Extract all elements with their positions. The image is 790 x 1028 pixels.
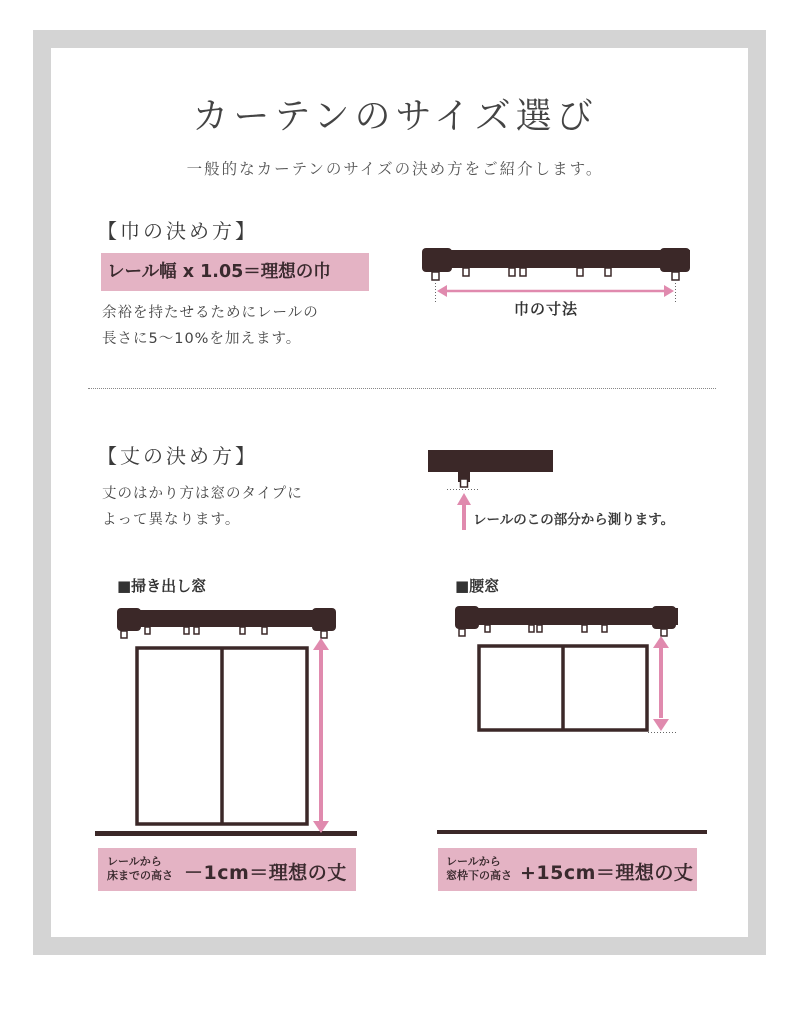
window-type-2-title: ■腰窓 [455, 577, 500, 595]
formula-note-line-1: レールから [446, 855, 501, 868]
length-measure-arrow [313, 638, 329, 833]
measure-point-note: レールのこの部分から測ります。 [473, 512, 675, 528]
curtain-rail-icon [117, 608, 336, 638]
floor-window-diagram [90, 600, 360, 842]
formula-note-line-2: 窓枠下の高さ [446, 869, 512, 882]
sliding-window-frame [137, 648, 307, 824]
rail-segment-icon [428, 450, 553, 472]
width-section-heading: 【巾の決め方】 [97, 219, 258, 243]
length-description-line-1: 丈のはかり方は窓のタイプに [102, 486, 303, 502]
window-type-1-title: ■掃き出し窓 [117, 577, 207, 595]
width-description-line-2: 長さに5～10%を加えます。 [102, 331, 302, 347]
length-description-line-2: よって異なります。 [102, 512, 241, 528]
length-measure-arrow [653, 636, 669, 731]
formula-result: +15cm＝理想の丈 [520, 862, 694, 884]
width-dimension-label: 巾の寸法 [514, 300, 579, 318]
page-subtitle: 一般的なカーテンのサイズの決め方をご紹介します。 [186, 160, 604, 178]
curtain-rail-icon [422, 248, 690, 280]
width-measure-arrow [437, 285, 674, 297]
width-description-line-1: 余裕を持たせるためにレールの [102, 305, 319, 321]
floor-window-formula-box [98, 848, 356, 891]
page-title: カーテンのサイズ選び [192, 96, 598, 137]
section-divider [88, 388, 716, 389]
floor-line [95, 831, 357, 836]
length-section-heading: 【丈の決め方】 [97, 444, 258, 468]
floor-line [437, 830, 707, 834]
formula-result: －1cm＝理想の丈 [184, 862, 347, 884]
formula-note-line-1: レールから [107, 855, 162, 868]
width-formula-box: レール幅 x 1.05＝理想の巾 [101, 253, 369, 291]
curtain-rail-icon [455, 606, 678, 636]
formula-note-line-2: 床までの高さ [107, 869, 173, 882]
waist-window-frame [479, 646, 647, 730]
waist-window-diagram [430, 598, 720, 842]
measure-up-arrow [457, 493, 471, 530]
waist-window-formula-box [438, 848, 697, 891]
